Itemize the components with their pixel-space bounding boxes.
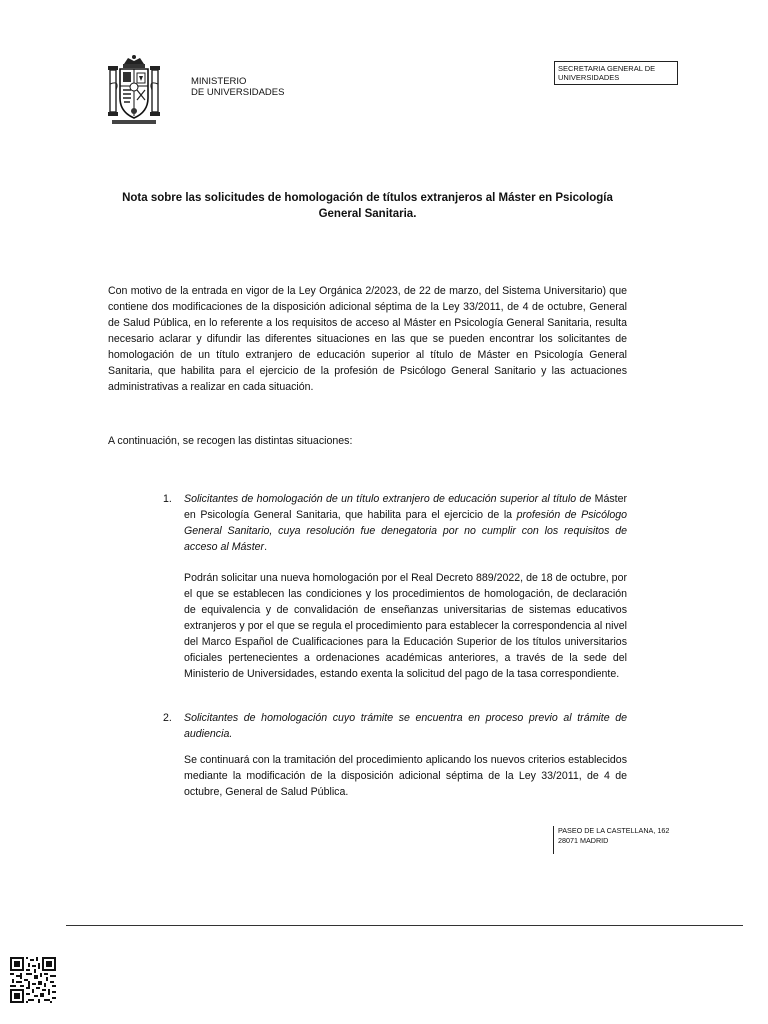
item-1-heading: [184, 491, 627, 555]
secretaria-line-2: UNIVERSIDADES: [558, 73, 620, 82]
item-1-heading-a: Solicitantes de homologación de un título extranjero de educación superior al título de: [184, 493, 592, 505]
document-title: Nota sobre las solicitudes de homologación de títulos extranjeros al Máster en Psicología General Sanitaria.: [122, 192, 613, 220]
item-1-heading-end: .: [264, 541, 268, 553]
item-2-body: Se continuará con la tramitación del procedimiento aplicando los nuevos criterios establecidos mediante la modificación de la disposición adicional séptima de la Ley 33/2011, de 4 de octubre, General de Salud Pública.: [184, 754, 627, 798]
item-2-number: 2.: [163, 712, 172, 724]
address-line-2: 28071 MADRID: [558, 836, 609, 845]
ministry-line-2: DE UNIVERSIDADES: [191, 87, 285, 98]
item-1-number: 1.: [163, 493, 172, 505]
item-1-body: Podrán solicitar una nueva homologación por el Real Decreto 889/2022, de 18 de octubre, por el que se establecen las condiciones y los procedimientos de homologación, de declaración de equivalencia y de convalidación de enseñanzas universitarias de sistemas educativos extranjeros y por el que se regula el procedimiento para establecer la correspondencia al nivel del Marco Español de Cualificaciones para la Educación Superior de los títulos universitarios oficiales pertenecientes a ordenaciones académicas anteriores, a través de la sede del Ministerio de Universidades, estando exenta la solicitud del pago de la tasa correspondiente.: [184, 572, 627, 680]
coat-of-arms-icon: [106, 54, 162, 126]
qr-code-icon: [10, 957, 56, 1003]
footer-rule: [66, 925, 743, 926]
item-1-heading-c: profesión de Psicólogo General Sanitario, cuya resolución fue denegatoria por no cumplir con los requisitos de acceso al Máster: [184, 509, 627, 553]
address-line-1: PASEO DE LA CASTELLANA, 162: [558, 826, 670, 835]
intro-paragraph: Con motivo de la entrada en vigor de la Ley Orgánica 2/2023, de 22 de marzo, del Sistema Universitario) que contiene dos modificaciones de la disposición adicional séptima de la Ley 33/2011, de 4 de octubre, General de Salud Pública, en lo referente a los requisitos de acceso al Máster en Psicología General Sanitaria, resulta necesario aclarar y difundir las diferentes situaciones en las que se pueden encontrar los solicitantes de homologación de un título extranjero de educación superior al título de Máster en Psicología General Sanitaria, que habilita para el ejercicio de la profesión de Psicólogo General Sanitario y las actuaciones administrativas a realizar en cada situación.: [108, 285, 627, 393]
ministry-line-1: MINISTERIO: [191, 76, 247, 87]
address-block: [553, 826, 669, 854]
secretaria-line-1: SECRETARIA GENERAL DE: [558, 64, 656, 73]
ministry-name: [191, 76, 284, 98]
item-2-heading: Solicitantes de homologación cuyo trámite se encuentra en proceso previo al trámite de audiencia.: [184, 712, 627, 740]
lead-sentence: A continuación, se recogen las distintas situaciones:: [108, 435, 353, 447]
secretaria-box: [554, 61, 678, 85]
item-1-heading-b: Máster en Psicología General Sanitaria, que habilita para el ejercicio de la: [184, 493, 628, 521]
